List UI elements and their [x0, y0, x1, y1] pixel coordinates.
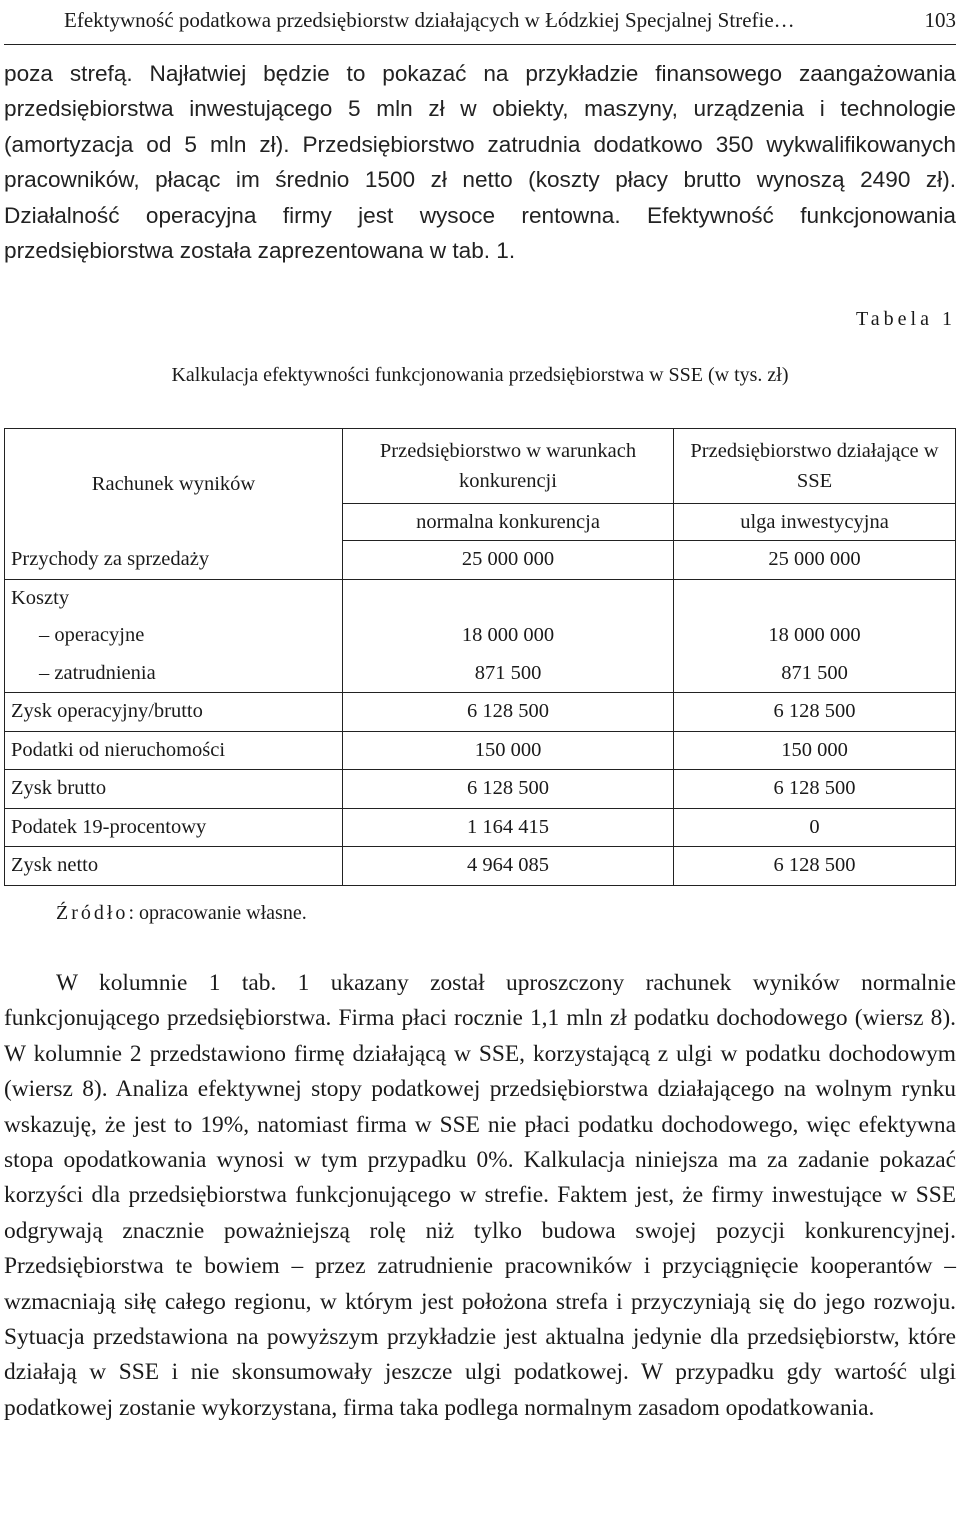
- table-cell-col1: 871 500: [343, 655, 674, 693]
- table-cell-col1: 25 000 000: [343, 541, 674, 580]
- table-cell-col2: 6 128 500: [674, 770, 956, 809]
- calculation-table: [4, 428, 956, 886]
- table-source-note: [56, 902, 307, 925]
- source-label: Źródło: [56, 902, 129, 924]
- running-header-title: Efektywność podatkowa przedsiębiorstw działających w Łódzkiej Specjalnej Strefie…: [64, 8, 795, 32]
- table-cell-col2: 6 128 500: [674, 693, 956, 732]
- table-row-label: Koszty: [5, 579, 343, 617]
- table-cell-col2: 18 000 000: [674, 617, 956, 655]
- table-subheader-col2: ulga inwestycyjna: [674, 504, 956, 541]
- body-paragraph-1: poza strefą. Najłatwiej będzie to pokazać na przykładzie finansowego zaangażowania przedsiębiorstwa inwestującego 5 mln zł w obiekty, maszyny, urządzenia i technologie (amortyzacja od 5 mln zł). Przedsiębiorstwo zatrudnia dodatkowo 350 wykwalifikowanych pracowników, płacąc im średnio 1500 zł netto (koszty płacy brutto wynoszą 2490 zł). Działalność operacyjna firmy jest wysoce rentowna. Efektywność funkcjonowania przedsiębiorstwa została zaprezentowana w tab. 1.: [4, 61, 956, 264]
- table-header-row-label: Rachunek wyników: [5, 429, 343, 541]
- table-subheader-col1: normalna konkurencja: [343, 504, 674, 541]
- table-cell-col1: 1 164 415: [343, 808, 674, 847]
- table-row-label: Zysk brutto: [5, 770, 343, 809]
- table-cell-col2: 871 500: [674, 655, 956, 693]
- table-caption: Kalkulacja efektywności funkcjonowania przedsiębiorstwa w SSE (w tys. zł): [171, 364, 789, 386]
- table-row-label: – zatrudnienia: [5, 655, 343, 693]
- table-cell-col2: 0: [674, 808, 956, 847]
- table-cell-col2: 6 128 500: [674, 847, 956, 886]
- table-cell-col2: 25 000 000: [674, 541, 956, 580]
- body-paragraph-2: W kolumnie 1 tab. 1 ukazany został uproszczony rachunek wyników normalnie funkcjonującego przedsiębiorstwa. Firma płaci rocznie 1,1 mln zł podatku dochodowego (wiersz 8). W kolumnie 2 przedstawiono firmę działającą w SSE, korzystającą z ulgi w podatku dochodowym (wiersz 8). Analiza efektywnej stopy podatkowej przedsiębiorstwa działającego na wolnym rynku wskazuję, że jest to 19%, natomiast firma w SSE nie płaci podatku dochodowego, więc efektywna stopa opodatkowania wynosi w tym przypadku 0%. Kalkulacja niniejsza ma za zadanie pokazać korzyści dla przedsiębiorstwa funkcjonującego w strefie. Faktem jest, że firmy inwestujące w SSE odgrywają znacznie poważniejszą rolę niż tylko budowa swojej pozycji konkurencyjnej. Przedsiębiorstwa te bowiem – przez zatrudnienie pracowników i przyciągnięcie kooperantów – wzmacniają siłę całego regionu, w którym jest położona strefa i przyczyniają się do jego rozwoju. Sytuacja przedstawiona na powyższym przykładzie jest aktualna jedynie dla przedsiębiorstw, które działają w SSE i nie skonsumowały jeszcze ulgi podatkowej. W przypadku gdy wartość ulgi podatkowej zostanie wykorzystana, firma taka podlega normalnym zasadom opodatkowania.: [4, 970, 956, 1421]
- table-cell-col1: 150 000: [343, 731, 674, 770]
- table-cell-col1: 6 128 500: [343, 693, 674, 732]
- table-header-col1: Przedsiębiorstwo w warunkach konkurencji: [343, 429, 674, 504]
- table-cell-col2: 150 000: [674, 731, 956, 770]
- table-cell-col1: [343, 579, 674, 617]
- table-row-label: – operacyjne: [5, 617, 343, 655]
- source-text: : opracowanie własne.: [128, 902, 307, 924]
- table-row-label: Zysk netto: [5, 847, 343, 886]
- table-header-col2: Przedsiębiorstwo działające w SSE: [674, 429, 956, 504]
- table-cell-col1: 18 000 000: [343, 617, 674, 655]
- table-cell-col1: 4 964 085: [343, 847, 674, 886]
- table-row-label: Zysk operacyjny/brutto: [5, 693, 343, 732]
- table-row-label: Podatki od nieruchomości: [5, 731, 343, 770]
- table-row-label: Podatek 19-procentowy: [5, 808, 343, 847]
- table-cell-col1: 6 128 500: [343, 770, 674, 809]
- page-number: 103: [924, 8, 956, 32]
- table-row-label: Przychody za sprzedaży: [5, 541, 343, 580]
- table-label: Tabela 1: [855, 308, 956, 330]
- running-header: [4, 0, 956, 45]
- table-cell-col2: [674, 579, 956, 617]
